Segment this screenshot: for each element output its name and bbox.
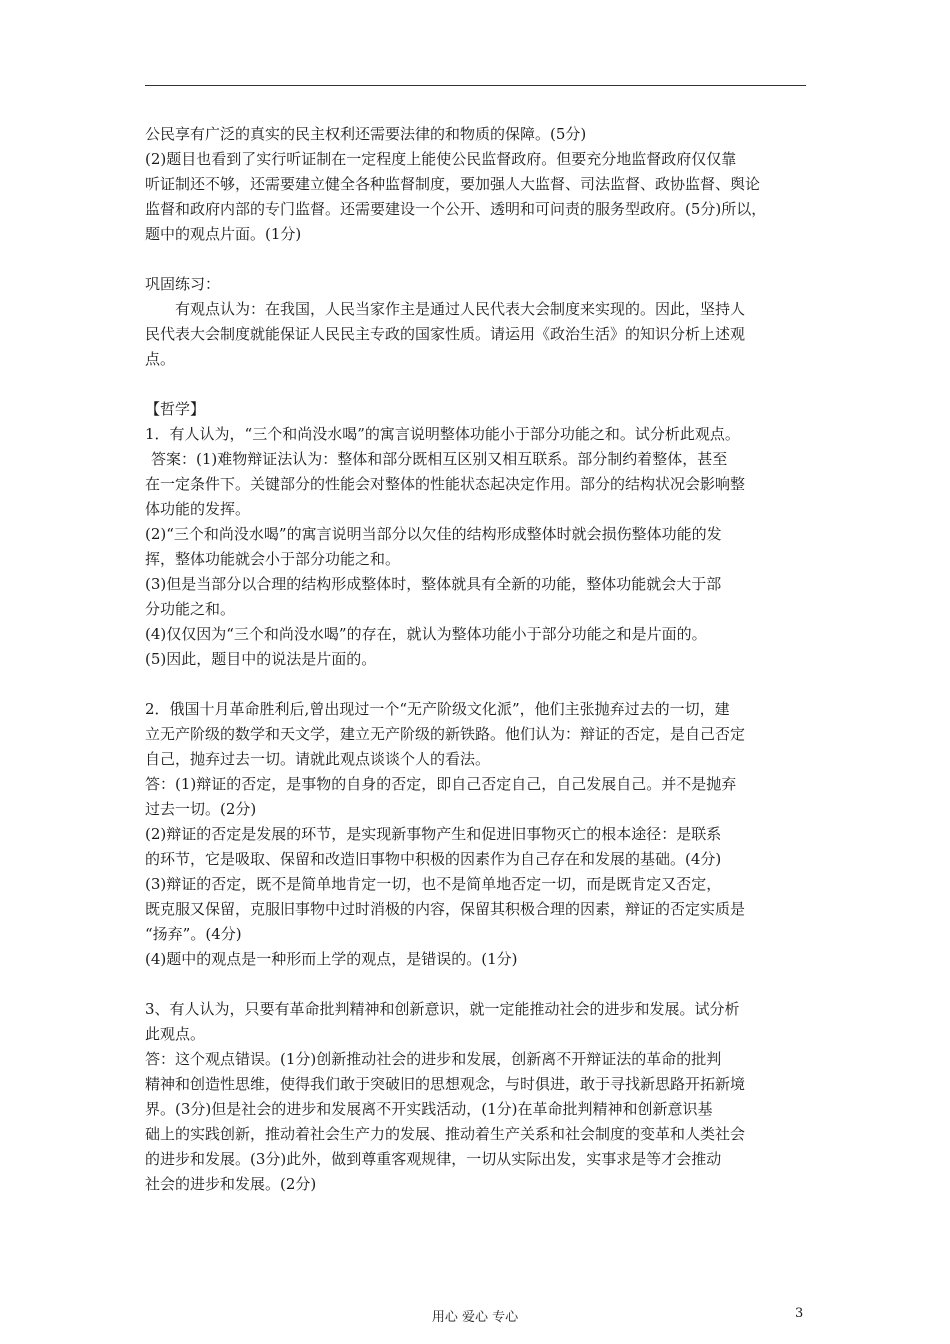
- text-line: 2．俄国十月革命胜利后,曾出现过一个“无产阶级文化派”，他们主张抛弃过去的一切，建: [145, 700, 730, 718]
- text-line: 【哲学】: [145, 400, 206, 418]
- text-line: 的环节，它是吸取、保留和改造旧事物中积极的因素作为自己存在和发展的基础。(4分): [145, 850, 722, 868]
- text-line: 答：这个观点错误。(1分)创新推动社会的进步和发展，创新离不开辩证法的革命的批判: [145, 1050, 722, 1068]
- text-line: 3、有人认为，只要有革命批判精神和创新意识，就一定能推动社会的进步和发展。试分析: [145, 1000, 740, 1018]
- text-line: 自己，抛弃过去一切。请就此观点谈谈个人的看法。: [145, 750, 491, 768]
- text-line: (4)题中的观点是一种形而上学的观点，是错误的。(1分): [145, 950, 518, 968]
- text-line: (2)辩证的否定是发展的环节，是实现新事物产生和促进旧事物灭亡的根本途径：是联系: [145, 825, 722, 843]
- text-line: 巩固练习：: [145, 275, 221, 293]
- text-line: (2)“三个和尚没水喝”的寓言说明当部分以欠佳的结构形成整体时就会损伤整体功能的发: [145, 525, 722, 543]
- text-line: 社会的进步和发展。(2分): [145, 1175, 317, 1193]
- text-line: 础上的实践创新，推动着社会生产力的发展、推动着生产关系和社会制度的变革和人类社会: [145, 1125, 746, 1143]
- document-body: [145, 122, 815, 1197]
- text-line: 答案：(1)难物辩证法认为：整体和部分既相互区别又相互联系。部分制约着整体，甚至: [151, 450, 728, 468]
- footer-text: 用心 爱心 专心: [431, 1310, 519, 1325]
- text-line: (5)因此，题目中的说法是片面的。: [145, 650, 377, 668]
- text-line: (3)但是当部分以合理的结构形成整体时，整体就具有全新的功能，整体功能就会大于部: [145, 575, 722, 593]
- text-line: 挥，整体功能就会小于部分功能之和。: [145, 550, 401, 568]
- text-line: 过去一切。(2分): [145, 800, 257, 818]
- text-line: (3)辩证的否定，既不是简单地肯定一切，也不是简单地否定一切，而是既肯定又否定，: [145, 875, 722, 893]
- text-line: 题中的观点片面。(1分): [145, 225, 302, 243]
- text-line: 分功能之和。: [145, 600, 236, 618]
- text-line: 听证制还不够，还需要建立健全各种监督制度，要加强人大监督、司法监督、政协监督、舆论: [145, 175, 761, 193]
- text-line: 精神和创造性思维，使得我们敢于突破旧的思想观念，与时俱进，敢于寻找新思路开拓新境: [145, 1075, 746, 1093]
- text-line: 公民享有广泛的真实的民主权利还需要法律的和物质的保障。(5分): [145, 125, 587, 143]
- text-line: 民代表大会制度就能保证人民民主专政的国家性质。请运用《政治生活》的知识分析上述观: [145, 325, 746, 343]
- text-line: 既克服又保留，克服旧事物中过时消极的内容，保留其积极合理的因素，辩证的否定实质是: [145, 900, 746, 918]
- text-line: 体功能的发挥。: [145, 500, 251, 518]
- text-line: 有观点认为：在我国，人民当家作主是通过人民代表大会制度来实现的。因此，坚持人: [175, 300, 746, 318]
- text-line: 1．有人认为，“三个和尚没水喝”的寓言说明整体功能小于部分功能之和。试分析此观点。: [145, 425, 740, 443]
- page-footer: [0, 1306, 950, 1324]
- paragraph-gap: [145, 247, 815, 272]
- paragraph-gap: [145, 972, 815, 997]
- text-line: 此观点。: [145, 1025, 206, 1043]
- text-line: 界。(3分)但是社会的进步和发展离不开实践活动，(1分)在革命批判精神和创新意识基: [145, 1100, 713, 1118]
- text-line: (4)仅仅因为“三个和尚没水喝”的存在，就认为整体功能小于部分功能之和是片面的。: [145, 625, 707, 643]
- paragraph-gap: [145, 372, 815, 397]
- text-line: 答：(1)辩证的否定，是事物的自身的否定，即自己否定自己，自己发展自己。并不是抛弃: [145, 775, 737, 793]
- page-number: 3: [795, 1306, 804, 1321]
- text-line: “扬弃”。(4分): [145, 925, 242, 943]
- text-line: 的进步和发展。(3分)此外，做到尊重客观规律，一切从实际出发，实事求是等才会推动: [145, 1150, 722, 1168]
- text-line: (2)题目也看到了实行听证制在一定程度上能使公民监督政府。但要充分地监督政府仅仅靠: [145, 150, 737, 168]
- text-line: 在一定条件下。关键部分的性能会对整体的性能状态起决定作用。部分的结构状况会影响整: [145, 475, 746, 493]
- paragraph-gap: [145, 672, 815, 697]
- text-line: 点。: [145, 350, 176, 368]
- text-line: 监督和政府内部的专门监督。还需要建设一个公开、透明和可问责的服务型政府。(5分)所以，: [145, 200, 767, 218]
- text-line: 立无产阶级的数学和天文学，建立无产阶级的新铁路。他们认为：辩证的否定，是自己否定: [145, 725, 746, 743]
- header-rule: [145, 85, 806, 86]
